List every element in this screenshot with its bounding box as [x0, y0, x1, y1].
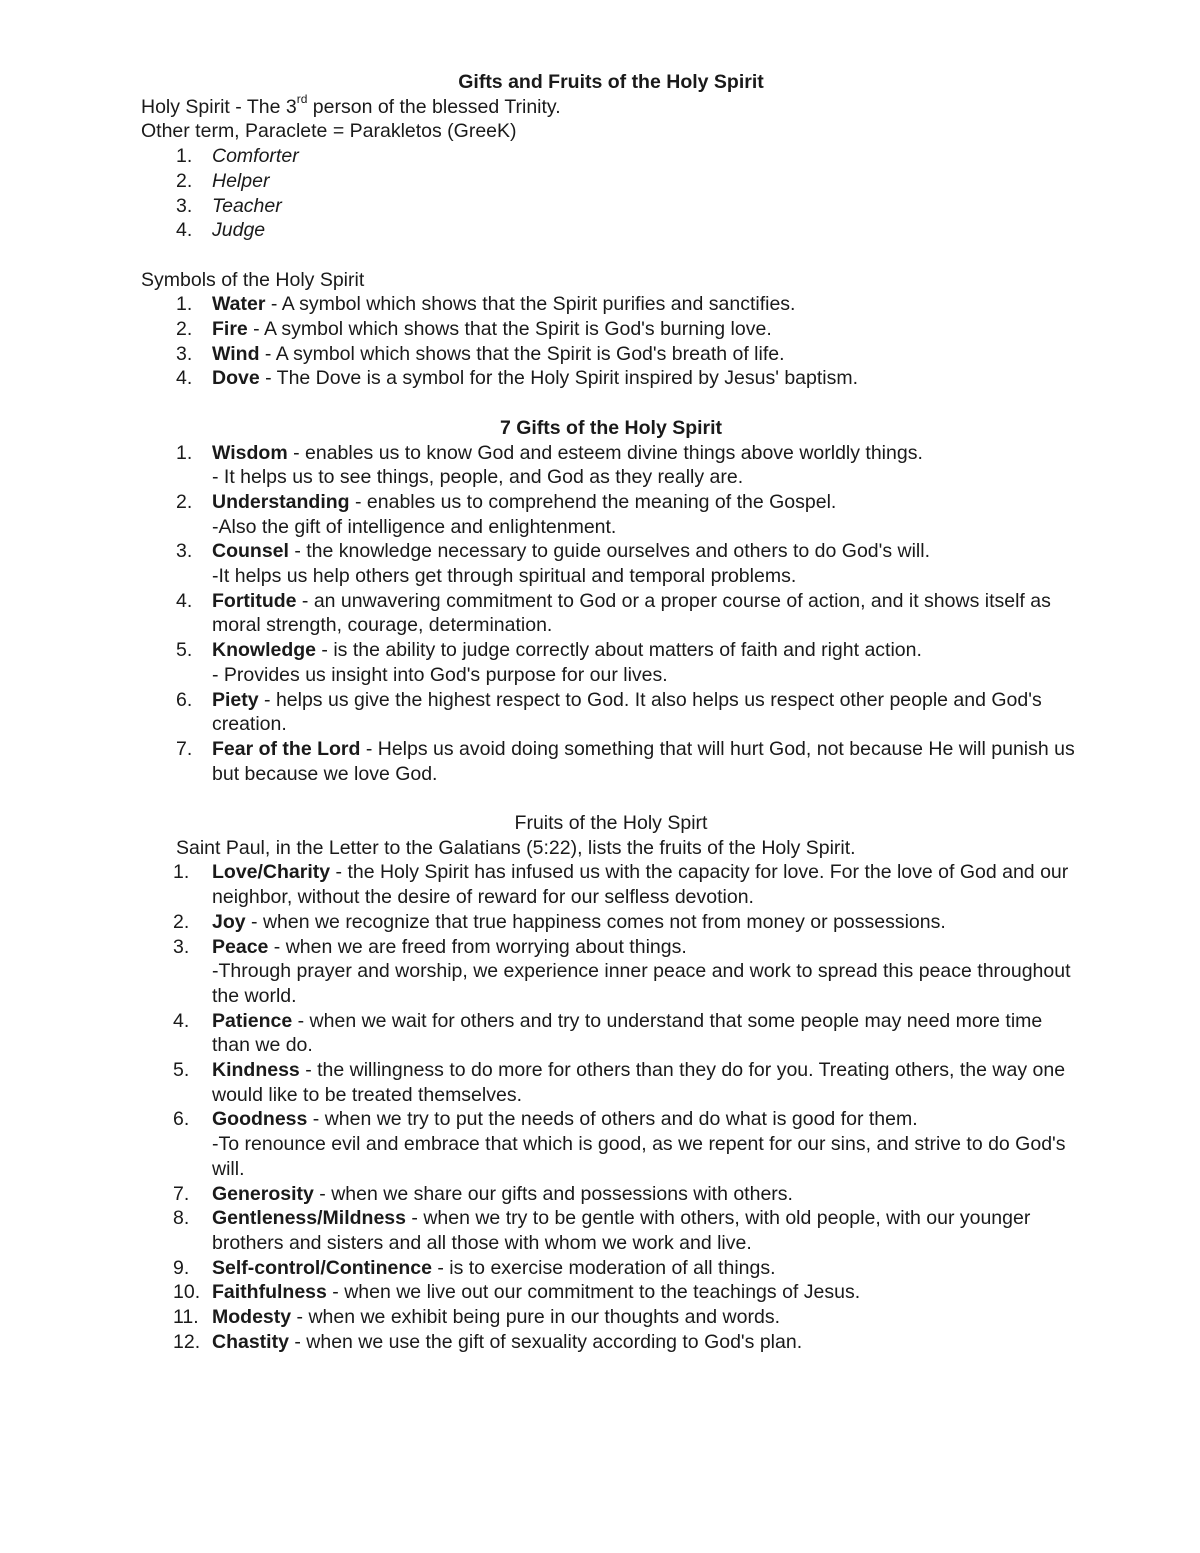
- list-number: 2.: [173, 910, 190, 933]
- item-term: Peace: [212, 935, 269, 958]
- item-subnote: - It helps us to see things, people, and God as they really are.: [212, 466, 744, 489]
- intro-line-trinity: [141, 91, 1081, 120]
- list-item: [141, 638, 1081, 687]
- list-number: 4.: [176, 589, 193, 612]
- item-subnote: -Through prayer and worship, we experience inner peace and work to spread this peace throughout the world.: [212, 960, 1071, 1007]
- fruits-intro: Saint Paul, in the Letter to the Galatians (5:22), lists the fruits of the Holy Spirit.: [176, 836, 856, 859]
- item-term: Gentleness/Mildness: [212, 1207, 406, 1230]
- list-item: [141, 935, 1081, 1009]
- list-item: [141, 292, 1081, 317]
- gifts-heading: 7 Gifts of the Holy Spirit: [499, 416, 723, 439]
- list-number: 12.: [173, 1330, 201, 1353]
- list-item: [141, 539, 1081, 588]
- symbols-heading: Symbols of the Holy Spirit: [141, 268, 365, 291]
- item-term: Modesty: [212, 1306, 292, 1329]
- list-number: 1.: [176, 293, 193, 316]
- item-description: - when we try to be gentle with others, with old people, with our younger brothers and sisters and all those with whom we work and live.: [212, 1207, 1031, 1254]
- item-description: - when we live out our commitment to the teachings of Jesus.: [326, 1281, 861, 1304]
- item-subnote: - Provides us insight into God's purpose for our lives.: [212, 663, 668, 686]
- list-number: 9.: [173, 1256, 190, 1279]
- intro-trinity-after: person of the blessed Trinity.: [307, 95, 561, 118]
- intro-line-paraclete: Other term, Paraclete = Parakletos (GreeK): [141, 120, 517, 143]
- item-term: Wind: [212, 342, 260, 365]
- item-subnote: -It helps us help others get through spiritual and temporal problems.: [212, 565, 797, 588]
- list-number: 10.: [173, 1281, 201, 1304]
- list-number: 2.: [176, 169, 193, 192]
- item-term: Chastity: [212, 1330, 289, 1353]
- spacer: [141, 786, 1081, 811]
- intro-trinity-before: Holy Spirit - The 3: [141, 95, 297, 118]
- item-term: Love/Charity: [212, 861, 331, 884]
- spacer: [141, 391, 1081, 416]
- list-item: [141, 169, 1081, 194]
- item-description: - Helps us avoid doing something that will hurt God, not because He will punish us but because we love God.: [212, 737, 1075, 785]
- list-item: [141, 1330, 1081, 1355]
- list-number: 2.: [176, 318, 193, 341]
- item-term: Water: [212, 293, 266, 316]
- item-description: - is the ability to judge correctly about matters of faith and right action.: [316, 639, 922, 662]
- list-item: [141, 366, 1081, 391]
- intro-trinity-superscript: rd: [296, 91, 308, 106]
- list-number: 4.: [176, 367, 193, 390]
- item-term: Piety: [212, 688, 259, 711]
- list-number: 3.: [176, 540, 193, 563]
- list-number: 7.: [176, 737, 193, 760]
- document-page: [141, 70, 1081, 1355]
- item-term: Fire: [212, 318, 248, 341]
- item-description: - enables us to know God and esteem divine things above worldly things.: [287, 441, 923, 464]
- list-number: 4.: [176, 219, 193, 242]
- list-item: [141, 910, 1081, 935]
- list-item: [141, 1009, 1081, 1058]
- list-number: 3.: [173, 935, 190, 958]
- list-item: [141, 144, 1081, 169]
- item-term: Kindness: [212, 1059, 300, 1082]
- item-description: - when we try to put the needs of others and do what is good for them.: [307, 1108, 918, 1131]
- item-description: - A symbol which shows that the Spirit is God's breath of life.: [259, 342, 785, 365]
- list-item: [141, 1058, 1081, 1107]
- list-item: [141, 194, 1081, 219]
- list-number: 2.: [176, 490, 193, 513]
- item-description: - is to exercise moderation of all things.: [431, 1256, 776, 1279]
- list-number: 3.: [176, 194, 193, 217]
- item-description: - when we recognize that true happiness comes not from money or possessions.: [245, 910, 946, 933]
- item-description: - when we are freed from worrying about things.: [268, 935, 687, 958]
- item-description: - helps us give the highest respect to God. It also helps us respect other people and God's creation.: [212, 688, 1042, 736]
- document-title: Gifts and Fruits of the Holy Spirit: [458, 71, 764, 93]
- item-description: - when we wait for others and try to understand that some people may need more time than we do.: [212, 1009, 1043, 1057]
- list-number: 1.: [176, 145, 193, 168]
- item-subnote: -To renounce evil and embrace that which is good, as we repent for our sins, and strive to do God's will.: [212, 1133, 1066, 1180]
- list-item: [141, 737, 1081, 786]
- list-number: 3.: [176, 342, 193, 365]
- item-description: - when we exhibit being pure in our thoughts and words.: [291, 1306, 780, 1329]
- fruits-heading: Fruits of the Holy Spirt: [514, 812, 708, 835]
- list-item: [141, 1305, 1081, 1330]
- item-term: Self-control/Continence: [212, 1256, 432, 1279]
- list-number: 5.: [176, 639, 193, 662]
- item-term: Goodness: [212, 1108, 308, 1131]
- gifts-list: [141, 441, 1081, 787]
- item-term: Dove: [212, 367, 260, 390]
- item-description: - an unwavering commitment to God or a proper course of action, and it shows itself as moral strength, courage, determination.: [212, 589, 1051, 637]
- item-term: Understanding: [212, 490, 350, 513]
- list-item: [141, 1182, 1081, 1207]
- list-item: [141, 441, 1081, 490]
- item-term: Faithfulness: [212, 1281, 327, 1304]
- list-item: [141, 317, 1081, 342]
- list-item: [141, 342, 1081, 367]
- item-term: Patience: [212, 1009, 293, 1032]
- item-term: Wisdom: [212, 441, 288, 464]
- paraclete-list: [141, 144, 1081, 243]
- list-item: [141, 1256, 1081, 1281]
- list-number: 4.: [173, 1009, 190, 1032]
- paraclete-term: Helper: [212, 169, 270, 192]
- list-item: [141, 1280, 1081, 1305]
- list-number: 8.: [173, 1207, 190, 1230]
- list-number: 11.: [173, 1306, 199, 1329]
- list-number: 7.: [173, 1182, 190, 1205]
- item-term: Joy: [212, 910, 246, 933]
- item-term: Fear of the Lord: [212, 737, 361, 760]
- item-subnote: -Also the gift of intelligence and enlightenment.: [212, 515, 617, 538]
- symbols-list: [141, 292, 1081, 391]
- item-description: - when we use the gift of sexuality according to God's plan.: [288, 1330, 803, 1353]
- item-term: Fortitude: [212, 589, 297, 612]
- list-item: [141, 1107, 1081, 1181]
- list-number: 6.: [176, 688, 193, 711]
- list-number: 5.: [173, 1059, 190, 1082]
- paraclete-term: Judge: [212, 219, 266, 242]
- list-number: 1.: [173, 861, 190, 884]
- item-description: - the Holy Spirit has infused us with the capacity for love. For the love of God and our neighbor, without the desire of reward for our selfless devotion.: [212, 861, 1069, 909]
- item-term: Generosity: [212, 1182, 314, 1205]
- item-description: - A symbol which shows that the Spirit purifies and sanctifies.: [265, 293, 796, 316]
- item-description: - the willingness to do more for others than they do for you. Treating others, the way one would like to be treated themselves.: [212, 1059, 1066, 1106]
- item-description: - The Dove is a symbol for the Holy Spirit inspired by Jesus' baptism.: [259, 367, 859, 390]
- fruits-list: [141, 860, 1081, 1354]
- list-item: [141, 860, 1081, 909]
- list-item: [141, 490, 1081, 539]
- list-number: 6.: [173, 1108, 190, 1131]
- paraclete-term: Teacher: [212, 194, 282, 217]
- list-item: [141, 589, 1081, 638]
- paraclete-term: Comforter: [212, 145, 299, 168]
- item-description: - enables us to comprehend the meaning of the Gospel.: [349, 490, 837, 513]
- item-term: Counsel: [212, 540, 289, 563]
- spacer: [141, 243, 1081, 268]
- list-item: [141, 688, 1081, 737]
- list-number: 1.: [176, 441, 193, 464]
- item-description: - when we share our gifts and possessions with others.: [313, 1182, 793, 1205]
- item-term: Knowledge: [212, 639, 317, 662]
- item-description: - the knowledge necessary to guide ourselves and others to do God's will.: [288, 540, 931, 563]
- list-item: [141, 218, 1081, 243]
- item-description: - A symbol which shows that the Spirit is God's burning love.: [247, 318, 772, 341]
- list-item: [141, 1206, 1081, 1255]
